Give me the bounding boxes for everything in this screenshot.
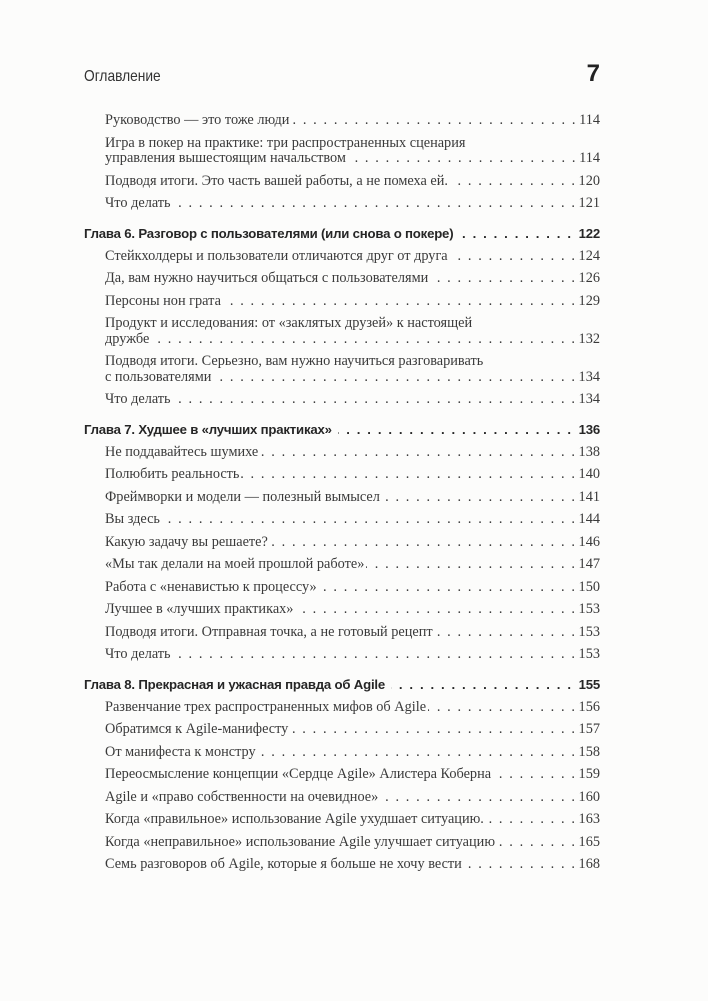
- toc-title: Что делать: [105, 195, 171, 211]
- table-of-contents: [84, 113, 600, 880]
- toc-title: Глава 7. Худшее в «лучших практиках»: [84, 421, 332, 437]
- toc-page-number: 126: [578, 270, 600, 286]
- dot-leader: [162, 512, 577, 528]
- toc-title: Подводя итоги. Серьезно, вам нужно научиться разговаривать: [105, 353, 484, 369]
- toc-entry[interactable]: [105, 271, 600, 287]
- toc-entry[interactable]: [105, 196, 600, 212]
- toc-page-number: 153: [578, 601, 600, 617]
- toc-entry[interactable]: [105, 767, 600, 783]
- dot-leader: [258, 745, 577, 761]
- dot-leader: [391, 677, 573, 693]
- page-number: 7: [586, 60, 600, 87]
- toc-title: От манифеста к монстру: [105, 743, 256, 760]
- dot-leader: [290, 722, 576, 738]
- dot-leader: [430, 271, 576, 287]
- toc-title: Agile и «право собственности на очевидное»: [105, 788, 379, 805]
- toc-title: Что делать: [105, 391, 171, 407]
- toc-title: Игра в покер на практике: три распространенных сценария: [105, 134, 466, 151]
- toc-page-number: 147: [578, 556, 600, 572]
- toc-page-number: 160: [578, 788, 600, 805]
- toc-title: Развенчание трех распространенных мифов об Agile: [105, 698, 427, 715]
- toc-title: Что делать: [105, 646, 171, 662]
- toc-page-number: 157: [578, 721, 600, 737]
- toc-entry[interactable]: [105, 113, 600, 129]
- toc-title: Глава 8. Прекрасная и ужасная правда об Agile: [84, 676, 386, 692]
- toc-entry[interactable]: [105, 647, 600, 663]
- toc-entry[interactable]: [105, 512, 600, 528]
- toc-page-number: 153: [578, 646, 600, 662]
- dot-leader: [223, 294, 577, 310]
- toc-title: дружбе: [105, 330, 150, 347]
- toc-page-number: 124: [578, 247, 600, 264]
- toc-entry[interactable]: [105, 392, 600, 408]
- dot-leader: [241, 467, 576, 483]
- toc-page-number: 134: [578, 391, 600, 407]
- dot-leader: [295, 602, 576, 618]
- toc-entry[interactable]: [105, 602, 600, 618]
- toc-title: Персоны нон грата: [105, 292, 221, 309]
- running-header-title: Оглавление: [84, 68, 161, 85]
- toc-page-number: 136: [578, 421, 600, 437]
- toc-title: Лучшее в «лучших практиках»: [105, 601, 294, 617]
- toc-page-number: 114: [579, 112, 600, 128]
- toc-page-number: 146: [578, 533, 600, 550]
- dot-leader: [486, 812, 577, 828]
- dot-leader: [428, 700, 577, 716]
- toc-title: Да, вам нужно научиться общаться с пользователями: [105, 270, 429, 286]
- toc-page-number: 159: [578, 766, 600, 782]
- toc-entry[interactable]: [105, 700, 600, 716]
- dot-leader: [435, 625, 577, 641]
- dot-leader: [380, 790, 576, 806]
- toc-entry[interactable]: [105, 490, 600, 506]
- toc-title: Семь разговоров об Agile, которые я больше не хочу вести: [105, 856, 462, 872]
- toc-title: Когда «правильное» использование Agile ухудшает ситуацию.: [105, 811, 484, 827]
- toc-page-number: 165: [578, 833, 600, 850]
- toc-title: Не поддавайтесь шумихе: [105, 443, 259, 460]
- toc-chapter[interactable]: [84, 226, 600, 242]
- dot-leader: [270, 535, 577, 551]
- toc-title: с пользователями: [105, 368, 212, 385]
- toc-title: Вы здесь: [105, 511, 160, 527]
- toc-page-number: 153: [578, 623, 600, 640]
- toc-page-number: 144: [578, 511, 600, 527]
- toc-title: «Мы так делали на моей прошлой работе»: [105, 556, 365, 572]
- toc-entry[interactable]: [105, 316, 600, 347]
- toc-title: Подводя итоги. Отправная точка, а не готовый рецепт: [105, 623, 433, 640]
- toc-page-number: 120: [578, 172, 600, 189]
- dot-leader: [493, 767, 576, 783]
- dot-leader: [260, 445, 576, 461]
- dot-leader: [497, 835, 577, 851]
- toc-entry[interactable]: [105, 790, 600, 806]
- dot-leader: [291, 113, 577, 129]
- toc-page-number: 156: [578, 698, 600, 715]
- dot-leader: [450, 174, 577, 190]
- toc-title: Обратимся к Agile-манифесту: [105, 721, 289, 737]
- toc-entry[interactable]: [105, 445, 600, 461]
- dot-leader: [213, 370, 576, 386]
- toc-entry[interactable]: [105, 174, 600, 190]
- toc-entry[interactable]: [105, 535, 600, 551]
- toc-page-number: 138: [578, 443, 600, 460]
- toc-title: Когда «неправильное» использование Agile улучшает ситуацию: [105, 833, 496, 850]
- toc-entry[interactable]: [105, 580, 600, 596]
- toc-entry[interactable]: [105, 857, 600, 873]
- toc-page-number: 132: [578, 330, 600, 347]
- toc-page-number: 140: [578, 466, 600, 482]
- running-header: [84, 60, 600, 88]
- toc-title: Глава 6. Разговор с пользователями (или снова о покере): [84, 225, 454, 241]
- dot-leader: [173, 196, 577, 212]
- dot-leader: [382, 490, 577, 506]
- toc-entry[interactable]: [105, 745, 600, 761]
- toc-entry[interactable]: [105, 812, 600, 828]
- dot-leader: [319, 580, 577, 596]
- dot-leader: [338, 422, 573, 438]
- toc-entry[interactable]: [105, 249, 600, 265]
- dot-leader: [450, 249, 577, 265]
- toc-page-number: 163: [578, 811, 600, 827]
- toc-title: Переосмысление концепции «Сердце Agile» Алистера Коберна: [105, 766, 492, 782]
- toc-title: Руководство — это тоже люди: [105, 112, 290, 128]
- toc-page-number: 121: [578, 195, 600, 211]
- dot-leader: [173, 392, 577, 408]
- toc-page-number: 122: [578, 225, 600, 241]
- toc-page-number: 168: [578, 856, 600, 872]
- toc-title: управления вышестоящим начальством: [105, 150, 346, 166]
- toc-entry[interactable]: [105, 557, 600, 573]
- dot-leader: [348, 151, 577, 167]
- toc-page-number: 158: [578, 743, 600, 760]
- toc-page-number: 134: [578, 368, 600, 385]
- toc-chapter[interactable]: [84, 422, 600, 438]
- dot-leader: [173, 647, 577, 663]
- toc-title: Работа с «ненавистью к процессу»: [105, 578, 317, 595]
- toc-page-number: 129: [578, 292, 600, 309]
- toc-title: Подводя итоги. Это часть вашей работы, а не помеха ей.: [105, 172, 449, 189]
- toc-entry[interactable]: [105, 722, 600, 738]
- toc-title: Фреймворки и модели — полезный вымысел: [105, 488, 380, 505]
- toc-chapter[interactable]: [84, 677, 600, 693]
- toc-page-number: 150: [578, 578, 600, 595]
- dot-leader: [464, 857, 577, 873]
- toc-page-number: 114: [579, 150, 600, 166]
- dot-leader: [366, 557, 576, 573]
- toc-entry[interactable]: [105, 625, 600, 641]
- dot-leader: [459, 226, 572, 242]
- toc-title: Стейкхолдеры и пользователи отличаются друг от друга: [105, 247, 448, 264]
- toc-title: Продукт и исследования: от «заклятых друзей» к настоящей: [105, 315, 473, 331]
- toc-entry[interactable]: [105, 467, 600, 483]
- toc-entry[interactable]: [105, 294, 600, 310]
- toc-entry[interactable]: [105, 835, 600, 851]
- toc-title: Полюбить реальность: [105, 466, 240, 482]
- toc-entry[interactable]: [105, 354, 600, 385]
- toc-page-number: 141: [578, 488, 600, 505]
- toc-entry[interactable]: [105, 136, 600, 167]
- dot-leader: [151, 332, 576, 348]
- toc-title: Какую задачу вы решаете?: [105, 533, 268, 550]
- toc-page-number: 155: [578, 676, 600, 692]
